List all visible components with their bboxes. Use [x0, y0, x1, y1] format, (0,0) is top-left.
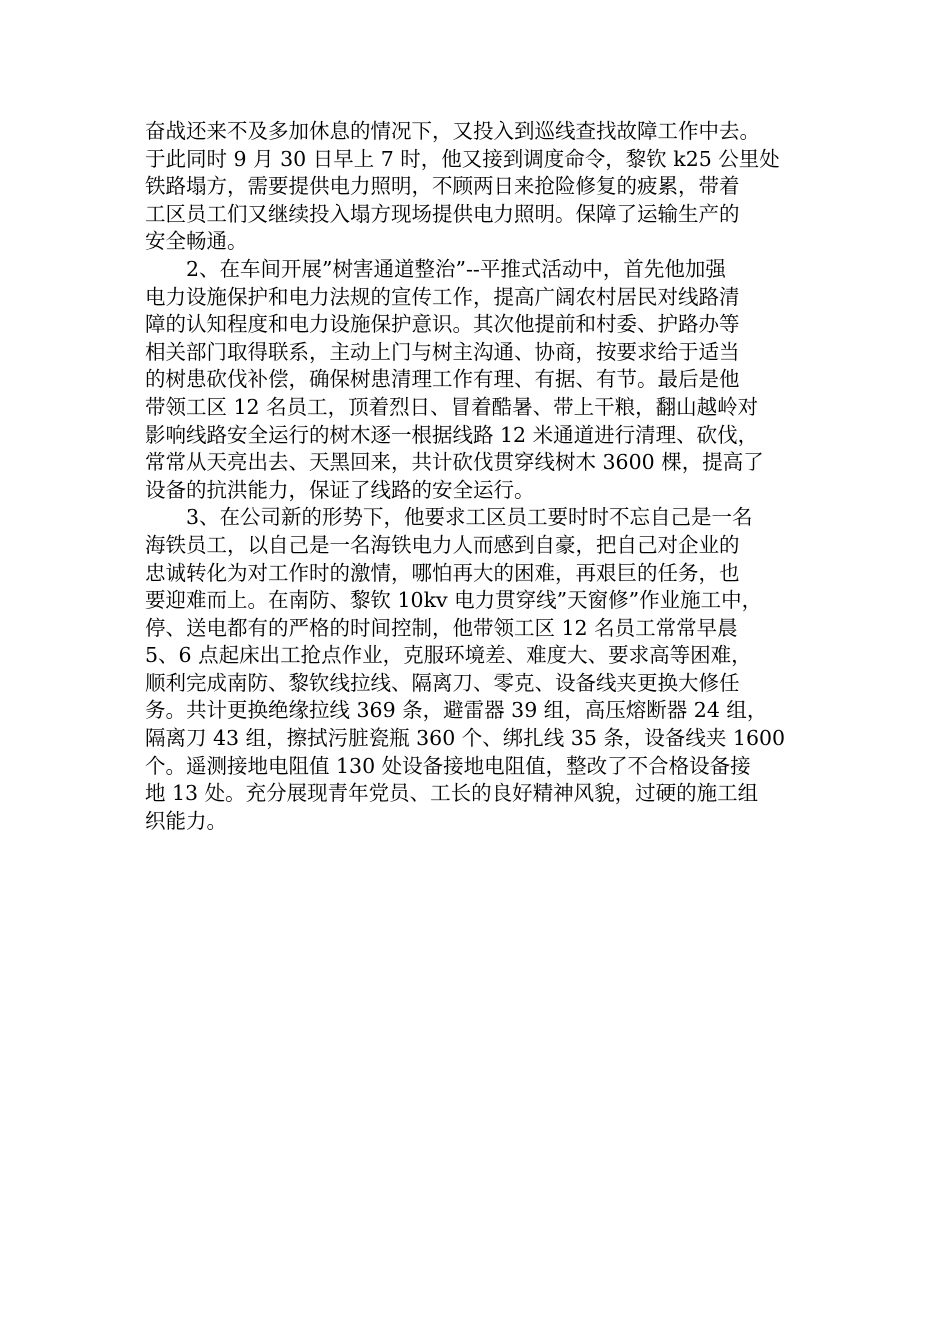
text-line: 个。遥测接地电阻值 130 处设备接地电阻值，整改了不合格设备接 [145, 753, 751, 778]
text-line: 2、在车间开展”树害通道整治”--平推式活动中，首先他加强 [186, 256, 726, 281]
text-line: 3、在公司新的形势下，他要求工区员工要时时不忘自己是一名 [186, 505, 753, 530]
document-body [145, 118, 815, 835]
text-line: 工区员工们又继续投入塌方现场提供电力照明。保障了运输生产的 [145, 201, 740, 226]
text-line: 要迎难而上。在南防、黎钦 10kv 电力贯穿线”天窗修”作业施工中， [145, 588, 763, 613]
text-line: 5、6 点起床出工抢点作业，克服环境差、难度大、要求高等困难， [145, 643, 752, 668]
text-line: 电力设施保护和电力法规的宣传工作，提高广阔农村居民对线路清 [145, 284, 740, 309]
text-line: 忠诚转化为对工作时的激情，哪怕再大的困难，再艰巨的任务，也 [145, 560, 740, 585]
text-line: 铁路塌方，需要提供电力照明，不顾两日来抢险修复的疲累，带着 [145, 174, 740, 199]
text-line: 顺利完成南防、黎钦线拉线、隔离刀、零克、设备线夹更换大修任 [145, 670, 740, 695]
text-line: 织能力。 [145, 808, 227, 833]
text-line: 停、送电都有的严格的时间控制，他带领工区 12 名员工常常早晨 [145, 615, 738, 640]
text-line: 奋战还来不及多加休息的情况下，又投入到巡线查找故障工作中去。 [145, 119, 760, 143]
text-line: 于此同时 9 月 30 日早上 7 时，他又接到调度命令，黎钦 k25 公里处 [145, 146, 780, 171]
text-line: 设备的抗洪能力，保证了线路的安全运行。 [145, 477, 535, 502]
text-line: 隔离刀 43 组，擦拭污脏瓷瓶 360 个、绑扎线 35 条，设备线夹 1600 [145, 726, 786, 751]
text-line: 地 13 处。充分展现青年党员、工长的良好精神风貌，过硬的施工组 [145, 781, 759, 806]
text-line: 影响线路安全运行的树木逐一根据线路 12 米通道进行清理、砍伐， [145, 422, 759, 447]
text-line: 的树患砍伐补偿，确保树患清理工作有理、有据、有节。最后是他 [145, 367, 740, 392]
text-line: 相关部门取得联系，主动上门与树主沟通、协商，按要求给于适当 [145, 339, 740, 364]
text-line: 务。共计更换绝缘拉线 369 条，避雷器 39 组，高压熔断器 24 组， [145, 698, 768, 723]
text-line: 海铁员工，以自己是一名海铁电力人而感到自豪，把自己对企业的 [145, 532, 740, 557]
text-line: 带领工区 12 名员工，顶着烈日、冒着酷暑、带上干粮，翻山越岭对 [145, 394, 759, 419]
text-line: 常常从天亮出去、天黑回来，共计砍伐贯穿线树木 3600 棵，提高了 [145, 450, 764, 475]
text-line: 障的认知程度和电力设施保护意识。其次他提前和村委、护路办等 [145, 312, 740, 337]
text-line: 安全畅通。 [145, 229, 248, 254]
